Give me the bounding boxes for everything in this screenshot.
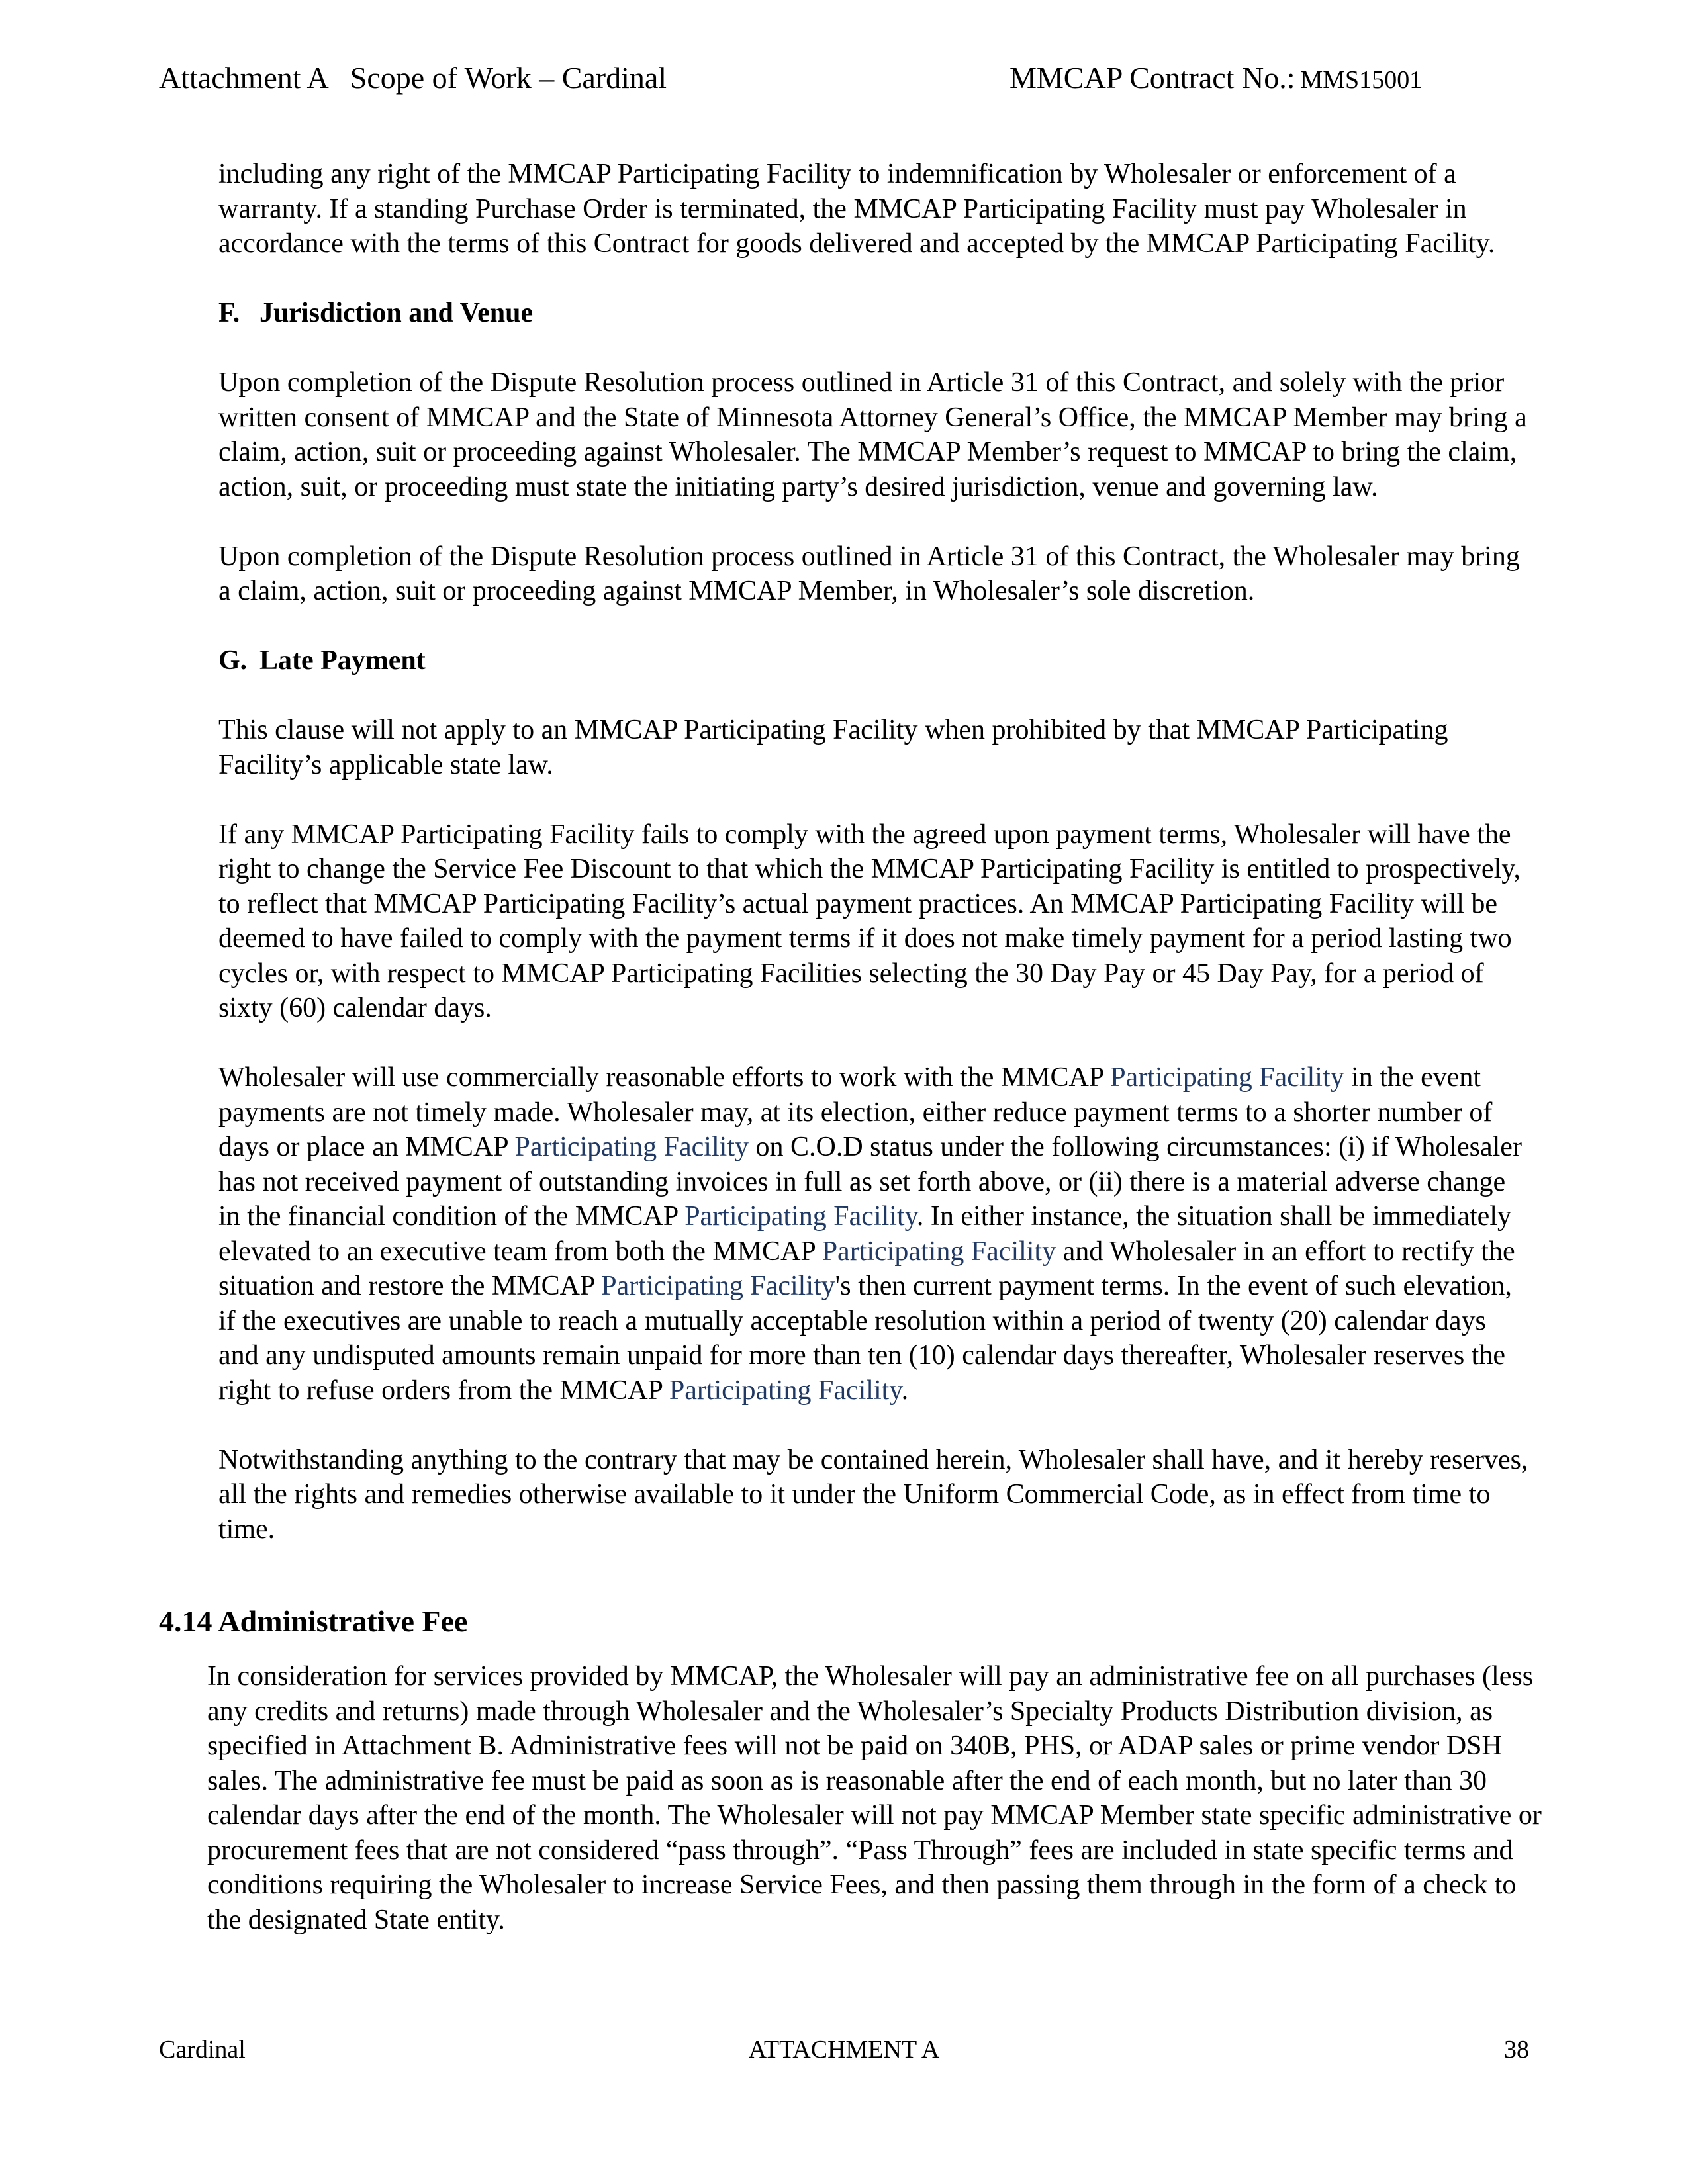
participating-facility-term: Participating Facility [821,1236,1056,1267]
participating-facility-term: Participating Facility [1110,1062,1344,1093]
paragraph-indemnification: including any right of the MMCAP Participating Facility to indemnification by Wholesaler or enforcement of a warranty. If a standing Purchase Order is terminated, the MMCAP Participating Facility must pay Wholesaler in accordance with the terms of this Contract for goods delivered and accepted by the MMCAP Participating Facility. [218,159,1495,259]
subsection-label: F. [218,298,240,328]
header-contract-label: MMCAP Contract No.: [1009,61,1295,95]
paragraph-administrative-fee: In consideration for services provided by MMCAP, the Wholesaler will pay an administrative fee on all purchases (less any credits and returns) made through Wholesaler and the Wholesaler’s Specialty Products Distribution division, as specified in Attachment B. Administrative fees will not be paid on 340B, PHS, or ADAP sales or prime vendor DSH sales. The administrative fee must be paid as soon as is reasonable after the end of each month, but no later than 30 calendar days after the end of the month. The Wholesaler will not pay MMCAP Member state specific administrative or procurement fees that are not considered “pass through”. “Pass Through” fees are included in state specific terms and conditions requiring the Wholesaler to increase Service Fees, and then passing them through in the form of a check to the designated State entity. [207,1661,1542,1935]
participating-facility-term: Participating Facility [514,1132,749,1162]
header-contract-number: MMS15001 [1300,66,1423,94]
subsection-label: G. [218,645,248,676]
paragraph-ucc-rights: Notwithstanding anything to the contrary that may be contained herein, Wholesaler shall have, and it hereby reserves, all the rights and remedies otherwise available to it under the Uniform Commercial Code, as in effect from time to time. [218,1444,1528,1545]
participating-facility-term: Participating Facility [601,1271,835,1301]
footer-attachment: ATTACHMENT A [748,2036,940,2064]
subsection-title: Late Payment [259,645,426,676]
page-footer [159,2033,1529,2066]
page-header [159,58,1529,98]
footer-company: Cardinal [159,2036,246,2064]
paragraph-late-payment-terms: If any MMCAP Participating Facility fails to comply with the agreed upon payment terms, Wholesaler will have the right to change the Service Fee Discount to that which the MMCAP Participating Facility is entitled to prospectively, to reflect that MMCAP Participating Facility’s actual payment practices. An MMCAP Participating Facility will be deemed to have failed to comply with the payment terms if it does not make timely payment for a period lasting two cycles or, with respect to MMCAP Participating Facilities selecting the 30 Day Pay or 45 Day Pay, for a period of sixty (60) calendar days. [218,819,1521,1023]
text-run: Wholesaler will use commercially reasonable efforts to work with the MMCAP [218,1062,1111,1093]
section-heading-administrative-fee: 4.14 Administrative Fee [159,1604,468,1638]
subsection-heading-late-payment [218,643,1532,678]
header-document-title: Attachment A Scope of Work – Cardinal [159,61,667,95]
text-run: and Wholesaler in an effort to rectify the situation and restore the MMCAP [218,1236,1515,1301]
text-run: in the event payments are not timely made. Wholesaler may, at its election, either reduce payment terms to a shorter number of days or place an MMCAP [218,1062,1493,1162]
text-run: on C.O.D status under the following circumstances: (i) if Wholesaler has not received payment of outstanding invoices in full as set forth above, or (ii) there is a material adverse change in the financial condition of the MMCAP [218,1132,1522,1232]
participating-facility-term: Participating Facility [669,1375,902,1406]
document-body [218,157,1532,1582]
text-run: . In either instance, the situation shall be immediately elevated to an executive team from both the MMCAP [218,1201,1511,1267]
text-run: . [901,1375,909,1406]
subsection-heading-jurisdiction [218,296,1532,331]
paragraph-jurisdiction-wholesaler: Upon completion of the Dispute Resolution process outlined in Article 31 of this Contract, the Wholesaler may bring a claim, action, suit or proceeding against MMCAP Member, in Wholesaler’s sole discretion. [218,541,1520,606]
participating-facility-term: Participating Facility [684,1201,917,1232]
header-contract-info [1009,58,1422,100]
paragraph-late-payment-efforts [218,1060,1532,1408]
paragraph-jurisdiction-member: Upon completion of the Dispute Resolution process outlined in Article 31 of this Contract, and solely with the prior written consent of MMCAP and the State of Minnesota Attorney General’s Office, the MMCAP Member may bring a claim, action, suit or proceeding against Wholesaler. The MMCAP Member’s request to MMCAP to bring the claim, action, suit, or proceeding must state the initiating party’s desired jurisdiction, venue and governing law. [218,367,1527,502]
footer-page-number: 38 [1504,2036,1529,2064]
paragraph-late-payment-scope: This clause will not apply to an MMCAP Participating Facility when prohibited by that MMCAP Participating Facility’s applicable state law. [218,715,1448,780]
subsection-title: Jurisdiction and Venue [259,298,534,328]
text-run: 's then current payment terms. In the event of such elevation, if the executives are unable to reach a mutually acceptable resolution within a period of twenty (20) calendar days and any undisputed amounts remain unpaid for more than ten (10) calendar days thereafter, Wholesaler reserves the right to refuse orders from the MMCAP [218,1271,1512,1406]
